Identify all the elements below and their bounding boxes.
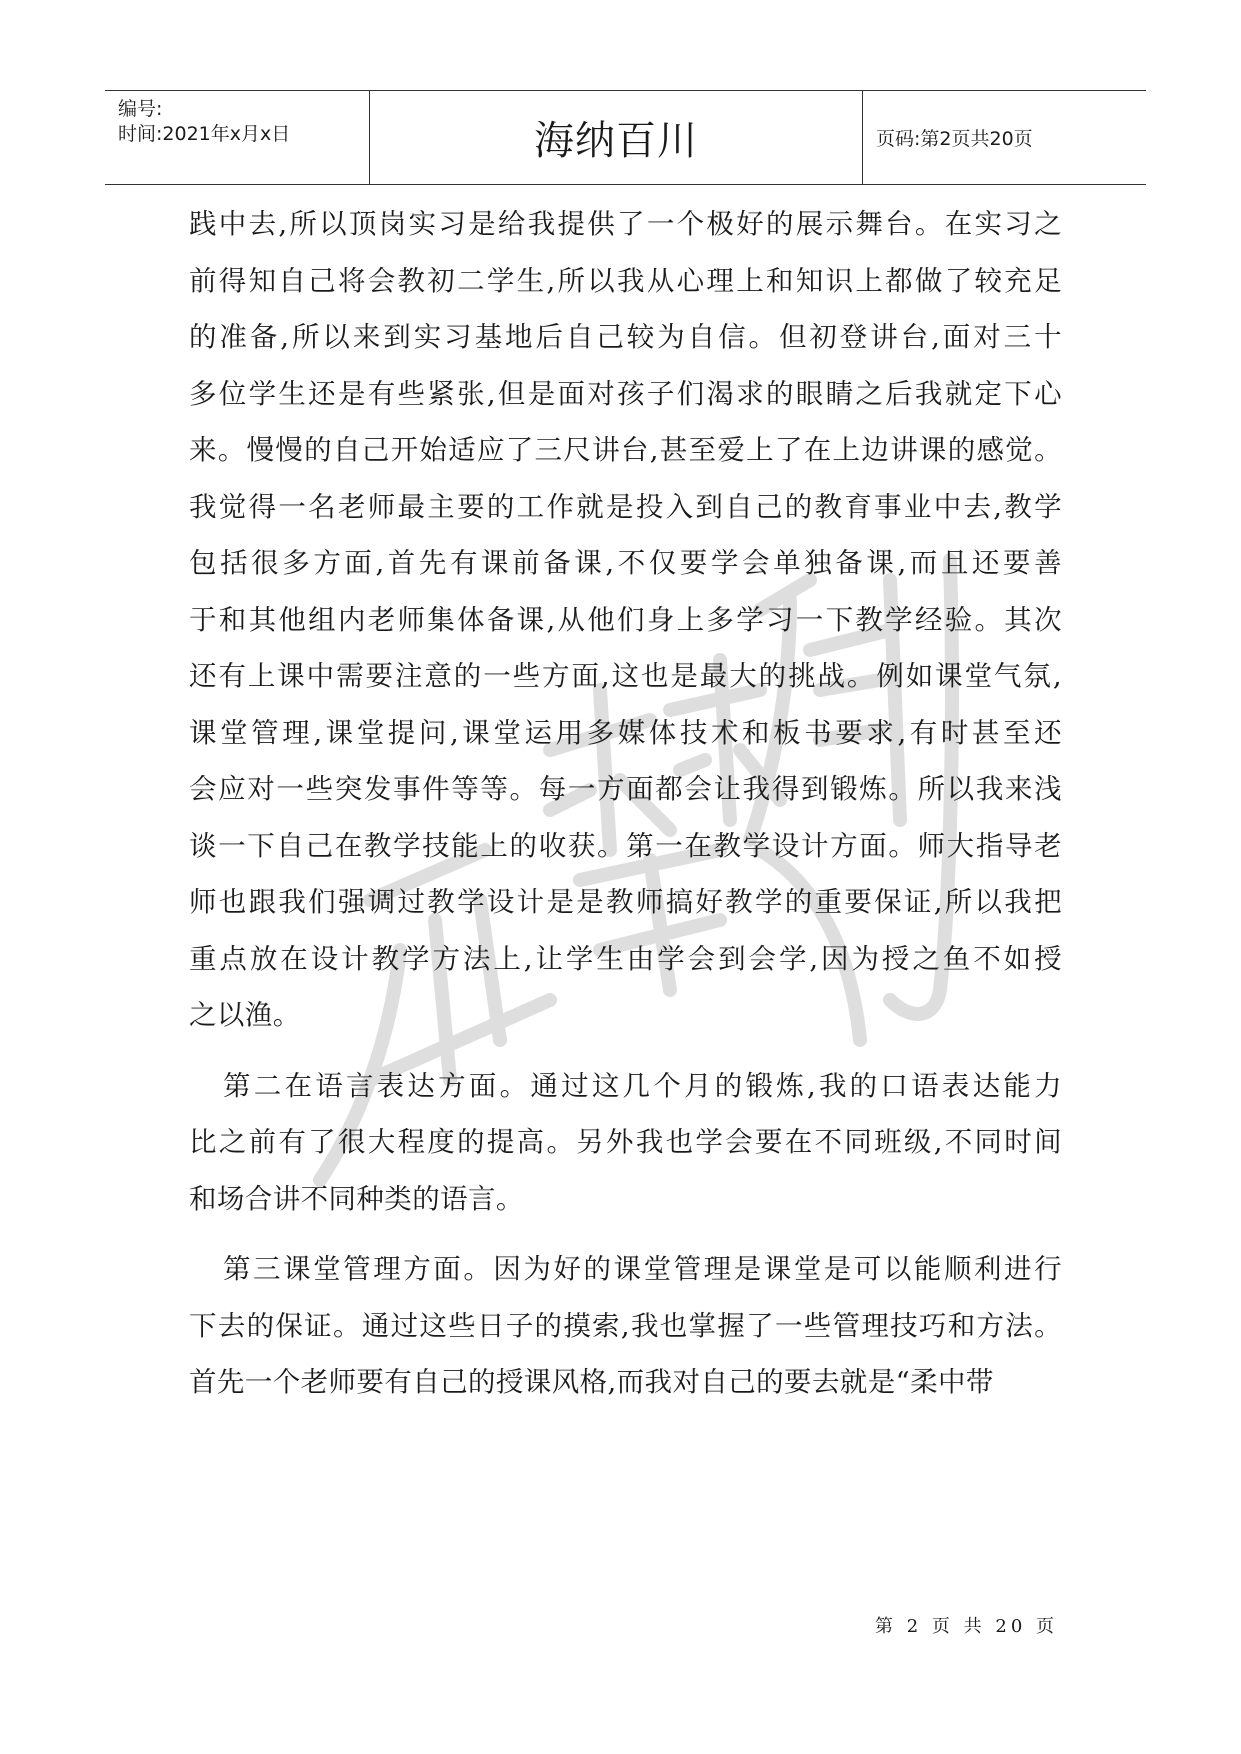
body-paragraph xyxy=(189,1241,1062,1411)
body-line: 首先一个老师要有自己的授课风格,而我对自己的要去就是“柔中带 xyxy=(189,1366,994,1398)
body-line: 践中去,所以顶岗实习是给我提供了一个极好的展示舞台。在实习之 xyxy=(189,208,1062,240)
body-line: 比之前有了很大程度的提高。另外我也学会要在不同班级,不同时间 xyxy=(189,1126,1062,1158)
body-line: 第二在语言表达方面。通过这几个月的锻炼,我的口语表达能力 xyxy=(223,1069,1062,1102)
body-line: 会应对一些突发事件等等。每一方面都会让我得到锻炼。所以我来浅 xyxy=(189,773,1062,805)
body-line: 我觉得一名老师最主要的工作就是投入到自己的教育事业中去,教学 xyxy=(189,490,1062,523)
paragraph-gap xyxy=(189,1044,1062,1058)
body-line: 之以渔。 xyxy=(189,999,301,1031)
body-line: 包括很多方面,首先有课前备课,不仅要学会单独备课,而且还要善 xyxy=(189,547,1062,579)
body-line: 多位学生还是有些紧张,但是面对孩子们渴求的眼睛之后我就定下心 xyxy=(189,377,1062,410)
body-line: 课堂管理,课堂提问,课堂运用多媒体技术和板书要求,有时甚至还 xyxy=(189,716,1062,749)
body-paragraph xyxy=(189,196,1062,1044)
body-line: 和场合讲不同种类的语言。 xyxy=(189,1182,524,1215)
document-body xyxy=(189,196,1062,1411)
body-line: 第三课堂管理方面。因为好的课堂管理是课堂是可以能顺利进行 xyxy=(223,1253,1062,1285)
header-number-label: 编号: xyxy=(118,98,163,120)
header-time-label: 时间:2021年x月x日 xyxy=(118,123,291,145)
body-paragraph xyxy=(189,1058,1062,1228)
body-line: 下去的保证。通过这些日子的摸索,我也掌握了一些管理技巧和方法。 xyxy=(189,1309,1062,1342)
body-line: 重点放在设计教学方法上,让学生由学会到会学,因为授之鱼不如授 xyxy=(189,942,1062,975)
body-line: 的准备,所以来到实习基地后自己较为自信。但初登讲台,面对三十 xyxy=(189,321,1062,353)
document-header xyxy=(105,90,1146,185)
header-title: 海纳百川 xyxy=(370,91,863,184)
header-meta-cell xyxy=(105,91,370,184)
body-line: 谈一下自己在教学技能上的收获。第一在教学设计方面。师大指导老 xyxy=(189,829,1062,862)
body-line: 来。慢慢的自己开始适应了三尺讲台,甚至爱上了在上边讲课的感觉。 xyxy=(189,434,1062,466)
body-line: 还有上课中需要注意的一些方面,这也是最大的挑战。例如课堂气氛, xyxy=(189,660,1062,692)
header-page-label: 页码:第2页共20页 xyxy=(876,128,1033,150)
paragraph-gap xyxy=(189,1227,1062,1241)
page-footer: 第 2 页 共 20 页 xyxy=(875,1616,1058,1637)
body-line: 前得知自己将会教初二学生,所以我从心理上和知识上都做了较充足 xyxy=(189,264,1062,297)
body-line: 于和其他组内老师集体备课,从他们身上多学习一下教学经验。其次 xyxy=(189,603,1062,636)
body-line: 师也跟我们强调过教学设计是是教师搞好教学的重要保证,所以我把 xyxy=(189,886,1062,918)
